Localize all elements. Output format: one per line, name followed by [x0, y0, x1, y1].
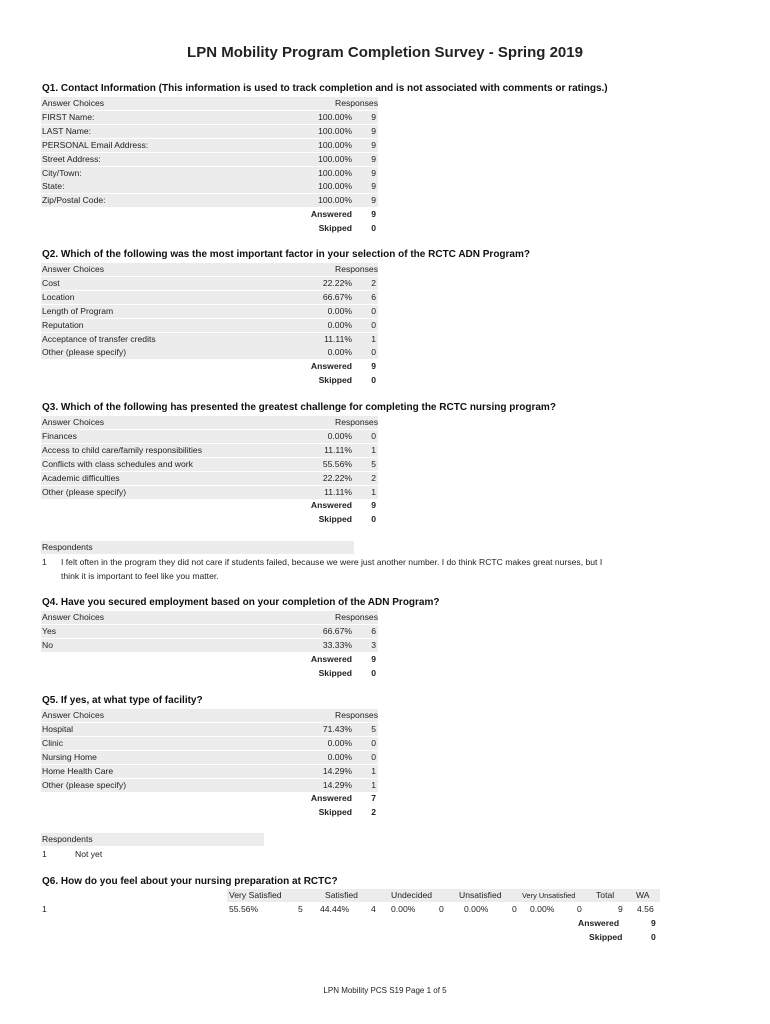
q3-respondent-comment-line2: think it is important to feel like you matter.: [61, 571, 219, 581]
skipped-count: 2: [371, 807, 376, 818]
answer-choice-label: Finances: [42, 430, 77, 441]
answer-choice-label: State:: [42, 181, 65, 192]
answer-choices-header: Answer Choices: [42, 417, 105, 427]
skipped-count: 0: [371, 667, 376, 678]
answer-choice-label: Academic difficulties: [42, 472, 120, 483]
q5-header-row: [41, 709, 378, 722]
q6-very-unsatisfied-pct: 0.00%: [530, 904, 555, 914]
answer-choice-label: Location: [42, 291, 75, 302]
answered-label: Answered: [310, 209, 352, 220]
q6-header-wa: WA: [636, 890, 650, 900]
response-percent: 100.00%: [318, 111, 352, 122]
q3-title: Q3. Which of the following has presented the greatest challenge for completing the RCTC nursing program?: [42, 402, 556, 413]
response-count: 9: [371, 195, 376, 206]
table-row: [41, 779, 378, 792]
q1-answered-row: [41, 208, 378, 221]
answered-label: Answered: [310, 653, 352, 664]
table-row: [41, 765, 378, 778]
response-percent: 0.00%: [327, 751, 352, 762]
responses-header: Responses: [335, 710, 378, 720]
q6-very-satisfied-pct: 55.56%: [229, 904, 259, 914]
table-row: [41, 167, 378, 180]
q4-skipped-row: [41, 667, 378, 680]
answer-choice-label: Zip/Postal Code:: [42, 195, 106, 206]
response-count: 9: [371, 181, 376, 192]
answered-count: 9: [371, 361, 376, 372]
response-count: 9: [371, 139, 376, 150]
response-percent: 0.00%: [327, 347, 352, 358]
answered-count: 9: [371, 500, 376, 511]
response-count: 9: [371, 125, 376, 136]
answer-choice-label: Access to child care/family responsibilities: [42, 444, 202, 455]
q6-header-satisfied: Satisfied: [325, 890, 358, 900]
skipped-label: Skipped: [318, 223, 352, 234]
response-percent: 55.56%: [322, 458, 352, 469]
response-percent: 66.67%: [322, 625, 352, 636]
table-row: [41, 180, 378, 193]
q6-answered-count: 9: [651, 918, 656, 928]
q2-skipped-row: [41, 374, 378, 387]
response-count: 5: [371, 723, 376, 734]
response-percent: 11.11%: [324, 486, 352, 497]
q6-header-total: Total: [596, 890, 615, 900]
response-count: 2: [371, 277, 376, 288]
answer-choice-label: Hospital: [42, 723, 74, 734]
table-row: [41, 111, 378, 124]
answer-choice-label: LAST Name:: [42, 125, 92, 136]
response-percent: 14.29%: [322, 779, 352, 790]
answer-choices-header: Answer Choices: [42, 264, 105, 274]
table-row: [41, 194, 378, 207]
table-row: [41, 139, 378, 152]
q6-skipped-count: 0: [651, 932, 656, 942]
table-row: [41, 723, 378, 736]
skipped-count: 0: [371, 375, 376, 386]
table-row: [41, 153, 378, 166]
q6-undecided-count: 0: [439, 904, 444, 914]
response-percent: 100.00%: [318, 125, 352, 136]
response-count: 1: [371, 333, 376, 344]
q6-title: Q6. How do you feel about your nursing preparation at RCTC?: [42, 876, 338, 887]
answer-choice-label: Cost: [42, 277, 60, 288]
table-row: [41, 486, 378, 499]
response-count: 0: [371, 305, 376, 316]
answer-choice-label: Clinic: [42, 737, 64, 748]
response-count: 1: [371, 779, 376, 790]
response-percent: 100.00%: [318, 181, 352, 192]
q3-answered-row: [41, 499, 378, 512]
answer-choice-label: Street Address:: [42, 153, 101, 164]
q4-title: Q4. Have you secured employment based on your completion of the ADN Program?: [42, 597, 440, 608]
response-count: 0: [371, 737, 376, 748]
table-row: [41, 319, 378, 332]
skipped-label: Skipped: [318, 514, 352, 525]
table-row: [41, 277, 378, 290]
q3-respondent-number: 1: [42, 557, 47, 567]
table-row: [41, 751, 378, 764]
answer-choice-label: No: [42, 639, 53, 650]
q5-title: Q5. If yes, at what type of facility?: [42, 695, 203, 706]
table-row: [41, 625, 378, 638]
q6-unsatisfied-count: 0: [512, 904, 517, 914]
q1-title: Q1. Contact Information (This information is used to track completion and is not associated with comments or ratings.): [42, 83, 608, 94]
response-count: 0: [371, 430, 376, 441]
response-percent: 11.11%: [324, 333, 352, 344]
response-percent: 22.22%: [322, 472, 352, 483]
q3-respondents-header: Respondents: [41, 541, 354, 554]
answered-count: 9: [371, 653, 376, 664]
answer-choice-label: City/Town:: [42, 167, 82, 178]
answer-choices-header: Answer Choices: [42, 612, 105, 622]
q6-satisfied-count: 4: [371, 904, 376, 914]
q6-skipped-label: Skipped: [589, 932, 623, 942]
answer-choices-header: Answer Choices: [42, 710, 105, 720]
q6-answered-label: Answered: [578, 918, 620, 928]
answered-count: 7: [371, 793, 376, 804]
q2-title: Q2. Which of the following was the most important factor in your selection of the RCTC ADN Program?: [42, 249, 530, 260]
response-count: 1: [371, 765, 376, 776]
q6-header-very-unsatisfied: Very Unsatisfied: [522, 891, 576, 900]
table-row: [41, 639, 378, 652]
response-count: 6: [371, 291, 376, 302]
responses-header: Responses: [335, 417, 378, 427]
table-row: [41, 472, 378, 485]
q3-header-row: [41, 416, 378, 429]
response-count: 2: [371, 472, 376, 483]
responses-header: Responses: [335, 612, 378, 622]
response-percent: 14.29%: [322, 765, 352, 776]
answered-count: 9: [371, 209, 376, 220]
response-count: 1: [371, 444, 376, 455]
answer-choice-label: PERSONAL Email Address:: [42, 139, 149, 150]
response-percent: 66.67%: [322, 291, 352, 302]
response-percent: 11.11%: [324, 444, 352, 455]
q3-skipped-row: [41, 513, 378, 526]
response-percent: 100.00%: [318, 153, 352, 164]
response-count: 0: [371, 319, 376, 330]
q5-respondent-number: 1: [42, 849, 47, 859]
response-percent: 0.00%: [327, 319, 352, 330]
skipped-label: Skipped: [318, 375, 352, 386]
q2-header-row: [41, 263, 378, 276]
response-count: 6: [371, 625, 376, 636]
q5-respondents-header: Respondents: [41, 833, 264, 846]
answer-choice-label: Other (please specify): [42, 779, 127, 790]
table-row: [41, 346, 378, 359]
q6-header-unsatisfied: Unsatisfied: [459, 890, 502, 900]
skipped-count: 0: [371, 514, 376, 525]
response-percent: 100.00%: [318, 167, 352, 178]
table-row: [41, 430, 378, 443]
response-percent: 0.00%: [327, 737, 352, 748]
answer-choice-label: Other (please specify): [42, 486, 127, 497]
responses-header: Responses: [335, 264, 378, 274]
skipped-label: Skipped: [318, 807, 352, 818]
table-row: [41, 458, 378, 471]
response-percent: 100.00%: [318, 139, 352, 150]
q4-header-row: [41, 611, 378, 624]
response-count: 5: [371, 458, 376, 469]
answer-choice-label: Nursing Home: [42, 751, 97, 762]
q1-skipped-row: [41, 222, 378, 235]
q6-header-undecided: Undecided: [391, 890, 433, 900]
q6-very-unsatisfied-count: 0: [577, 904, 582, 914]
response-count: 0: [371, 751, 376, 762]
answer-choice-label: Conflicts with class schedules and work: [42, 458, 193, 469]
table-row: [41, 125, 378, 138]
answer-choices-header: Answer Choices: [42, 98, 105, 108]
table-row: [41, 444, 378, 457]
table-row: [41, 333, 378, 346]
page-footer: LPN Mobility PCS S19 Page 1 of 5: [323, 986, 447, 995]
response-count: 9: [371, 111, 376, 122]
response-percent: 100.00%: [318, 195, 352, 206]
q1-header-row: [41, 97, 378, 110]
response-percent: 33.33%: [322, 639, 352, 650]
answer-choice-label: Length of Program: [42, 305, 114, 316]
response-count: 1: [371, 486, 376, 497]
q6-header-very-satisfied: Very Satisfied: [229, 890, 282, 900]
q5-respondent-comment: Not yet: [75, 849, 103, 859]
answer-choice-label: Yes: [42, 625, 57, 636]
answer-choice-label: FIRST Name:: [42, 111, 95, 122]
q5-answered-row: [41, 792, 378, 805]
q6-satisfied-pct: 44.44%: [320, 904, 350, 914]
q4-answered-row: [41, 653, 378, 666]
page-title: LPN Mobility Program Completion Survey - Spring 2019: [187, 44, 583, 61]
response-percent: 0.00%: [327, 430, 352, 441]
answered-label: Answered: [310, 500, 352, 511]
response-count: 3: [371, 639, 376, 650]
response-percent: 0.00%: [327, 305, 352, 316]
q6-row-label: 1: [42, 904, 47, 914]
skipped-count: 0: [371, 223, 376, 234]
response-count: 0: [371, 347, 376, 358]
table-row: [41, 305, 378, 318]
answer-choice-label: Other (please specify): [42, 347, 127, 358]
answered-label: Answered: [310, 361, 352, 372]
answered-label: Answered: [310, 793, 352, 804]
q3-respondent-comment-line1: I felt often in the program they did not care if students failed, because we were just another number. I do think RCTC makes great nurses, but I: [61, 557, 603, 567]
q6-wa: 4.56: [637, 904, 654, 914]
response-percent: 71.43%: [322, 723, 352, 734]
answer-choice-label: Home Health Care: [42, 765, 114, 776]
table-row: [41, 291, 378, 304]
response-percent: 22.22%: [322, 277, 352, 288]
response-count: 9: [371, 153, 376, 164]
q5-skipped-row: [41, 806, 378, 819]
q6-undecided-pct: 0.00%: [391, 904, 416, 914]
table-row: [41, 737, 378, 750]
q2-answered-row: [41, 360, 378, 373]
q6-total: 9: [618, 904, 623, 914]
responses-header: Responses: [335, 98, 378, 108]
q6-unsatisfied-pct: 0.00%: [464, 904, 489, 914]
response-count: 9: [371, 167, 376, 178]
answer-choice-label: Reputation: [42, 319, 84, 330]
q6-very-satisfied-count: 5: [298, 904, 303, 914]
skipped-label: Skipped: [318, 667, 352, 678]
answer-choice-label: Acceptance of transfer credits: [42, 333, 156, 344]
